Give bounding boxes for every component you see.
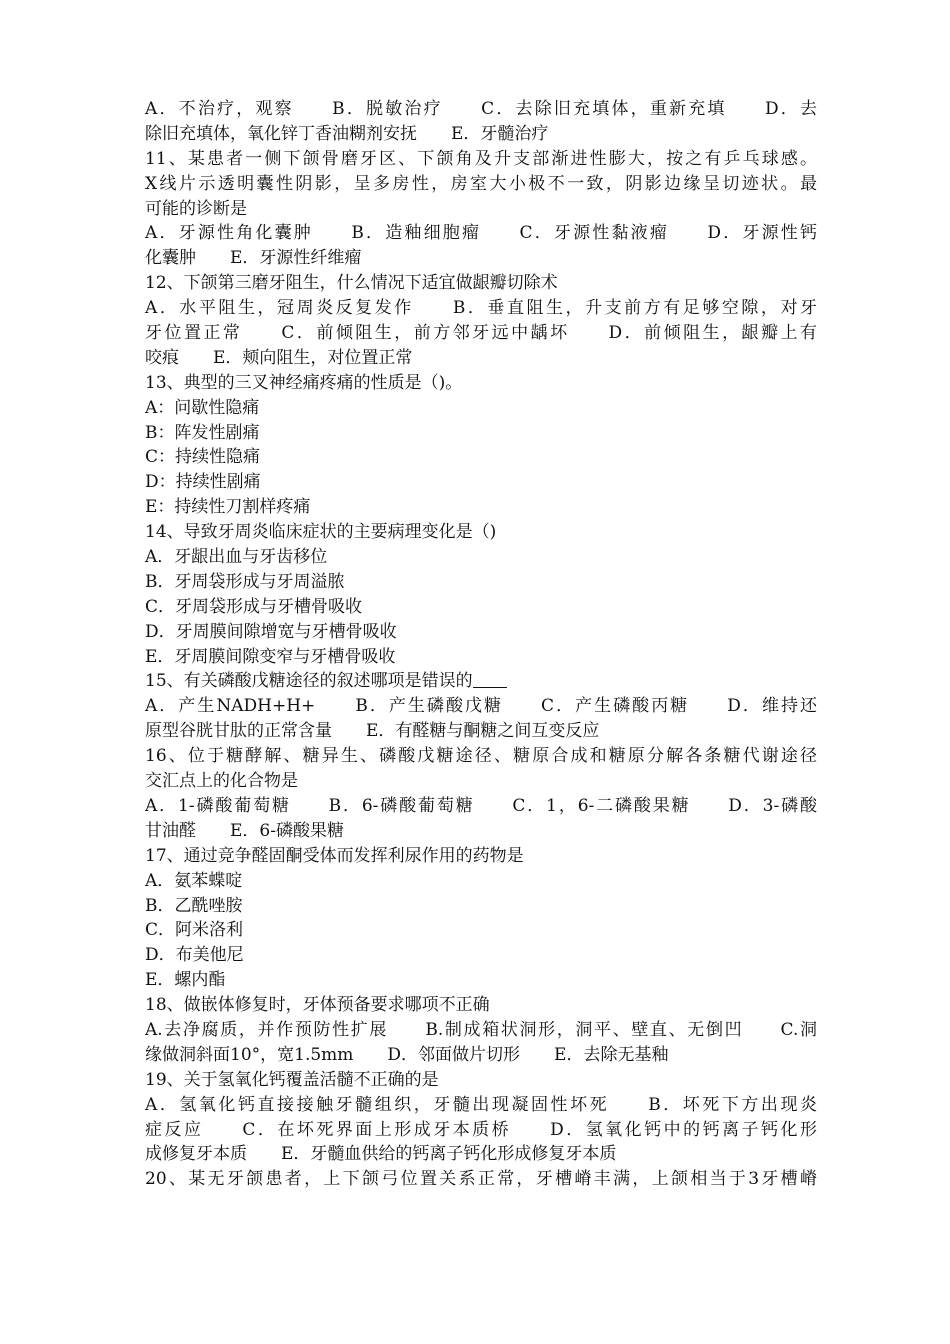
answer-blank — [473, 670, 507, 688]
line-text: A．牙源性角化囊肿 B．造釉细胞瘤 C．牙源性黏液瘤 D．牙源性钙 — [145, 223, 817, 244]
text-line — [145, 744, 817, 769]
line-text: E．螺内酯 — [145, 970, 226, 991]
text-line — [145, 495, 817, 520]
text-line — [145, 296, 817, 321]
line-text: 化囊肿 E．牙源性纤维瘤 — [145, 248, 362, 269]
text-line — [145, 1018, 817, 1043]
line-text: A.去净腐质，并作预防性扩展 B.制成箱状洞形，洞平、壁直、无倒凹 C.洞 — [145, 1019, 817, 1040]
line-text: A．1-磷酸葡萄糖 B．6-磷酸葡萄糖 C．1，6-二磷酸果糖 D．3-磷酸 — [145, 795, 817, 816]
text-line — [145, 943, 817, 968]
line-text: B：阵发性剧痛 — [145, 422, 260, 443]
line-text: B．乙酰唑胺 — [145, 895, 243, 916]
line-text: D．牙周膜间隙增宽与牙槽骨吸收 — [145, 621, 397, 642]
line-text: 症反应 C．在坏死界面上形成牙本质桥 D．氢氧化钙中的钙离子钙化形 — [145, 1119, 817, 1140]
text-line — [145, 371, 817, 396]
text-line — [145, 1118, 817, 1143]
line-text: 13、典型的三叉神经痛疼痛的性质是（)。 — [145, 372, 463, 393]
line-text: 成修复牙本质 E．牙髓血供给的钙离子钙化形成修复牙本质 — [145, 1144, 617, 1165]
text-line — [145, 122, 817, 147]
text-line — [145, 993, 817, 1018]
text-line — [145, 246, 817, 271]
text-line — [145, 147, 817, 172]
text-line — [145, 669, 817, 694]
line-text: 14、导致牙周炎临床症状的主要病理变化是（) — [145, 522, 497, 543]
line-text: 15、有关磷酸戊糖途径的叙述哪项是错误的 — [145, 671, 473, 692]
line-text: E．牙周膜间隙变窄与牙槽骨吸收 — [145, 646, 396, 667]
text-line — [145, 271, 817, 296]
line-text: 17、通过竞争醛固酮受体而发挥利尿作用的药物是 — [145, 845, 524, 866]
text-line — [145, 1043, 817, 1068]
text-line — [145, 570, 817, 595]
text-line — [145, 470, 817, 495]
line-text: 11、某患者一侧下颌骨磨牙区、下颌角及升支部渐进性膨大，按之有乒乓球感。 — [145, 148, 817, 169]
line-text: 咬痕 E．颊向阻生，对位置正常 — [145, 347, 413, 368]
line-text: A．产生NADH+H+ B．产生磷酸戊糖 C．产生磷酸丙糖 D．维持还 — [145, 696, 817, 717]
text-line — [145, 97, 817, 122]
text-line — [145, 321, 817, 346]
line-text: A．牙龈出血与牙齿移位 — [145, 547, 328, 568]
line-text: 交汇点上的化合物是 — [145, 771, 298, 792]
line-text: 可能的诊断是 — [145, 198, 247, 219]
text-line — [145, 1068, 817, 1093]
line-text: 缘做洞斜面10°，宽1.5mm D．邻面做片切形 E．去除无基釉 — [145, 1044, 669, 1065]
text-line — [145, 520, 817, 545]
text-line — [145, 421, 817, 446]
text-line — [145, 221, 817, 246]
line-text: A．不治疗，观察 B．脱敏治疗 C．去除旧充填体，重新充填 D．去 — [145, 99, 817, 119]
text-line — [145, 894, 817, 919]
line-text: D：持续性剧痛 — [145, 472, 261, 493]
line-text: 12、下颌第三磨牙阻生，什么情况下适宜做龈瓣切除术 — [145, 273, 558, 294]
text-line — [145, 869, 817, 894]
line-text: 16、位于糖酵解、糖异生、磷酸戊糖途径、糖原合成和糖原分解各条糖代谢途径 — [145, 746, 817, 767]
line-text: E：持续性刀割样疼痛 — [145, 497, 311, 518]
line-text: 除旧充填体，氧化锌丁香油糊剂安抚 E．牙髓治疗 — [145, 123, 549, 144]
text-line — [145, 918, 817, 943]
line-text: 原型谷胱甘肽的正常含量 E．有醛糖与酮糖之间互变反应 — [145, 721, 600, 742]
text-line — [145, 1167, 817, 1192]
text-line — [145, 445, 817, 470]
text-line — [145, 197, 817, 222]
line-text: 18、做嵌体修复时，牙体预备要求哪项不正确 — [145, 995, 490, 1016]
text-line — [145, 595, 817, 620]
text-line — [145, 346, 817, 371]
text-line — [145, 545, 817, 570]
text-line — [145, 1142, 817, 1167]
line-text: C．牙周袋形成与牙槽骨吸收 — [145, 596, 363, 617]
line-text: 19、关于氢氧化钙覆盖活髓不正确的是 — [145, 1069, 439, 1090]
line-text: 牙位置正常 C．前倾阻生，前方邻牙远中龋坏 D．前倾阻生，龈瓣上有 — [145, 323, 817, 344]
line-text: A．水平阻生，冠周炎反复发作 B．垂直阻生，升支前方有足够空隙，对牙 — [145, 298, 817, 319]
document-page — [145, 97, 817, 1192]
line-text: A．氨苯蝶啶 — [145, 870, 243, 891]
text-line — [145, 620, 817, 645]
line-text: D．布美他尼 — [145, 945, 244, 966]
text-line — [145, 968, 817, 993]
text-line — [145, 769, 817, 794]
line-text: B．牙周袋形成与牙周溢脓 — [145, 571, 345, 592]
line-text: 20、某无牙颌患者，上下颌弓位置关系正常，牙槽嵴丰满，上颌相当于3牙槽嵴 — [145, 1169, 817, 1190]
text-line — [145, 844, 817, 869]
text-line — [145, 719, 817, 744]
text-line — [145, 694, 817, 719]
text-line — [145, 794, 817, 819]
text-line — [145, 1093, 817, 1118]
text-line — [145, 819, 817, 844]
line-text: A：问歇性隐痛 — [145, 397, 260, 418]
text-line — [145, 645, 817, 670]
line-text: A．氢氧化钙直接接触牙髓组织，牙髓出现凝固性坏死 B．坏死下方出现炎 — [145, 1094, 817, 1115]
text-line — [145, 172, 817, 197]
line-text: X线片示透明囊性阴影，呈多房性，房室大小极不一致，阴影边缘呈切迹状。最 — [145, 173, 817, 194]
text-line — [145, 396, 817, 421]
line-text: C：持续性隐痛 — [145, 447, 261, 468]
line-text: 甘油醛 E．6-磷酸果糖 — [145, 820, 344, 841]
line-text: C．阿米洛利 — [145, 920, 244, 941]
